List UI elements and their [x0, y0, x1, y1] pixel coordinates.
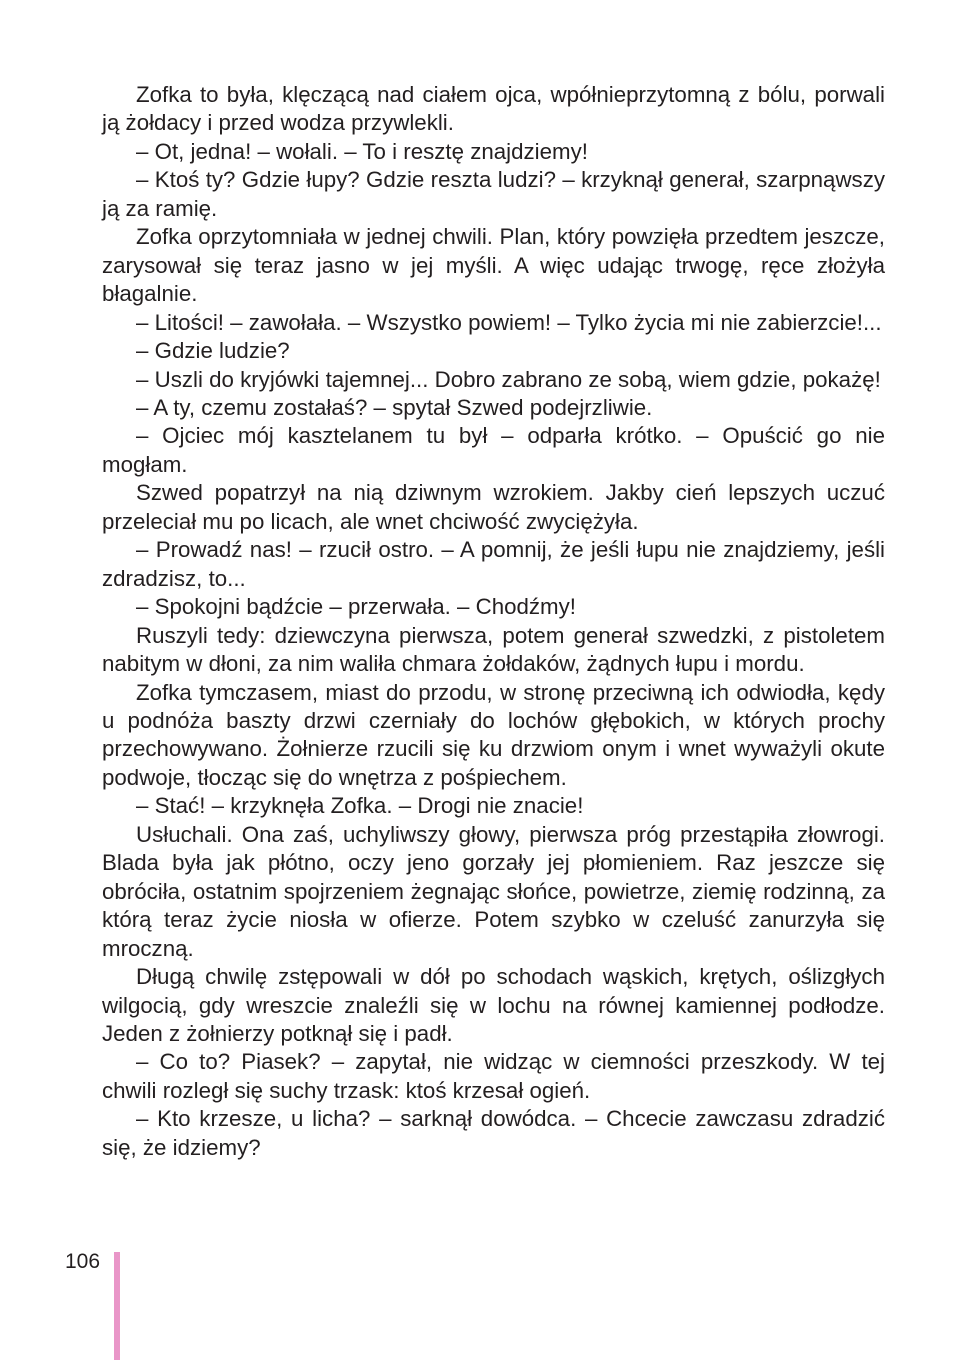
paragraph: Długą chwilę zstępowali w dół po schodach wąskich, krętych, oślizgłych wilgocią, gdy wreszcie znaleźli się w lochu na równej kamiennej podłodze. Jeden z żołnierzy potknął się i padł.	[102, 964, 885, 1046]
paragraph: Zofka tymczasem, miast do przodu, w stronę przeciwną ich odwiodła, kędy u podnóża baszty drzwi czerniały do lochów głębokich, w których prochy przechowywano. Żołnierze rzucili się ku drzwiom onym i wnet wyważyli okute podwoje, tłocząc się do wnętrza z pośpiechem.	[102, 679, 885, 790]
paragraph: – Spokojni bądźcie – przerwała. – Chodźmy!	[136, 594, 576, 620]
paragraph: – Ktoś ty? Gdzie łupy? Gdzie reszta ludzi? – krzyknął generał, szarpnąwszy ją za ramię.	[102, 167, 885, 221]
paragraph: Szwed popatrzył na nią dziwnym wzrokiem. Jakby cień lepszych uczuć przeleciał mu po licach, ale wnet chciwość zwyciężyła.	[102, 480, 885, 534]
paragraph: – Stać! – krzyknęła Zofka. – Drogi nie znacie!	[136, 793, 584, 819]
margin-accent-bar	[114, 1252, 120, 1360]
paragraph: – Kto krzesze, u licha? – sarknął dowódca. – Chcecie zawczasu zdradzić się, że idziemy?	[102, 1106, 885, 1160]
paragraph: – Gdzie ludzie?	[136, 338, 290, 364]
paragraph: Ruszyli tedy: dziewczyna pierwsza, potem generał szwedzki, z pistoletem nabitym w dłoni, za nim waliła chmara żołdaków, żądnych łupu i mordu.	[102, 622, 885, 677]
paragraph: Zofka to była, klęczącą nad ciałem ojca, wpółnieprzytomną z bólu, porwali ją żołdacy i przed wodza przywlekli.	[102, 82, 885, 136]
paragraph: – Ot, jedna! – wołali. – To i resztę znajdziemy!	[136, 138, 588, 164]
paragraph: – Ojciec mój kasztelanem tu był – odparła krótko. – Opuścić go nie mogłam.	[102, 423, 885, 477]
paragraph: Usłuchali. Ona zaś, uchyliwszy głowy, pierwsza próg przestąpiła złowrogi. Blada była jak płótno, oczy jeno gorzały jej płomieniem. Raz jeszcze się obróciła, ostatnim spojrzeniem żegnając słońce, powietrze, ziemię rodzinną, za którą teraz życie niosła w ofierze. Potem szybko w czeluść zanurzyła się mroczną.	[102, 821, 885, 961]
paragraph: – Litości! – zawołała. – Wszystko powiem! – Tylko życia mi nie zabierzcie!...	[136, 309, 882, 335]
paragraph: – Prowadź nas! – rzucił ostro. – A pomnij, że jeśli łupu nie znajdziemy, jeśli zdradzisz, to...	[102, 537, 885, 591]
paragraph: – Uszli do kryjówki tajemnej... Dobro zabrano ze sobą, wiem gdzie, pokażę!	[136, 366, 881, 392]
paragraph: – Co to? Piasek? – zapytał, nie widząc w ciemności przeszkody. W tej chwili rozległ się suchy trzask: ktoś krzesał ogień.	[102, 1049, 885, 1103]
body-text	[102, 81, 885, 1162]
page-number: 106	[65, 1250, 101, 1273]
paragraph: – A ty, czemu zostałaś? – spytał Szwed podejrzliwie.	[136, 394, 653, 420]
paragraph: Zofka oprzytomniała w jednej chwili. Plan, który powzięła przedtem jeszcze, zarysował się teraz jasno w jej myśli. A więc udając trwogę, ręce złożyła błagalnie.	[102, 224, 885, 307]
